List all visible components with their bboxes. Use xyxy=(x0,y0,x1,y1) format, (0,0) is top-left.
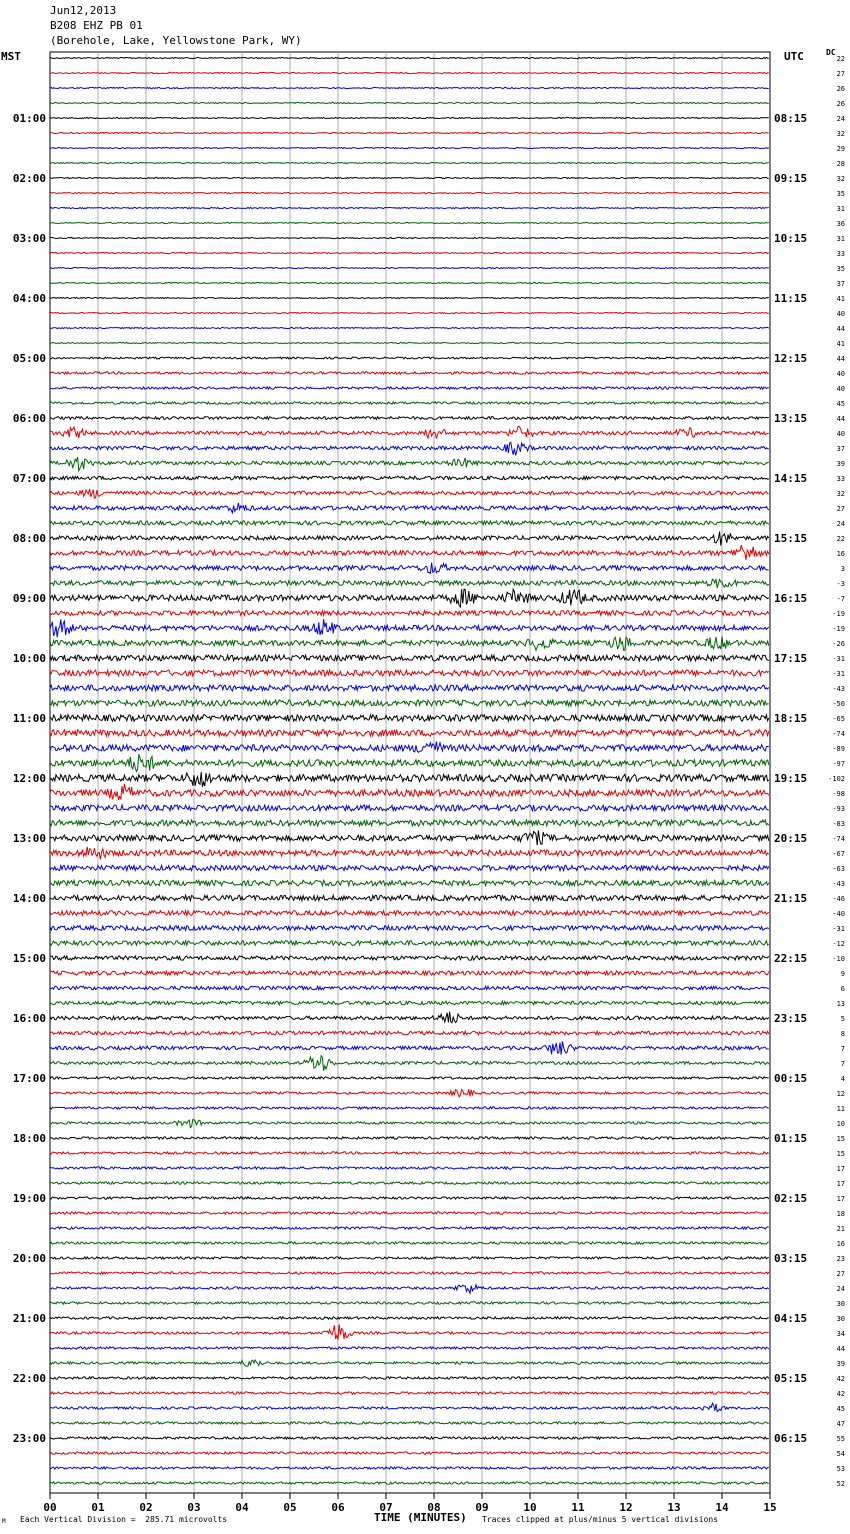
trace-13 xyxy=(50,252,769,253)
dc-offset-label: 41 xyxy=(836,295,845,303)
x-tick-label: 02 xyxy=(139,1501,153,1514)
x-tick-label: 06 xyxy=(331,1501,345,1514)
dc-offset-label: -31 xyxy=(832,925,845,933)
dc-offset-label: 45 xyxy=(836,400,845,408)
dc-offset-label: 36 xyxy=(836,220,845,228)
trace-55 xyxy=(50,880,769,885)
right-axis-label: UTC xyxy=(784,50,804,63)
trace-67 xyxy=(50,1056,769,1071)
dc-offset-label: -12 xyxy=(832,940,845,948)
dc-offset-label: 13 xyxy=(836,1000,845,1008)
x-tick-label: 12 xyxy=(619,1501,633,1514)
trace-36 xyxy=(50,589,769,607)
dc-offset-label: 54 xyxy=(836,1450,845,1458)
x-tick-label: 04 xyxy=(235,1501,249,1514)
trace-25 xyxy=(50,426,769,438)
dc-offset-label: 41 xyxy=(836,340,845,348)
dc-offset-label: 11 xyxy=(836,1105,845,1113)
trace-82 xyxy=(50,1285,769,1294)
left-hour-label: 17:00 xyxy=(12,1072,46,1085)
dc-offset-label: 45 xyxy=(836,1405,845,1413)
left-hour-label: 12:00 xyxy=(12,772,46,785)
dc-offset-label: 16 xyxy=(836,1240,845,1248)
trace-3 xyxy=(50,102,769,103)
trace-20 xyxy=(50,357,769,359)
right-hour-label: 06:15 xyxy=(774,1432,808,1445)
right-hour-label: 16:15 xyxy=(774,592,808,605)
scale-note: Each Vertical Division = 285.71 microvolts xyxy=(20,1515,228,1524)
trace-46 xyxy=(50,742,769,753)
trace-38 xyxy=(50,619,769,637)
dc-offset-label: 7 xyxy=(840,1045,845,1053)
trace-65 xyxy=(50,1031,769,1035)
trace-40 xyxy=(50,655,769,661)
dc-offset-label: 23 xyxy=(836,1255,845,1263)
dc-offset-label: 8 xyxy=(840,1030,845,1038)
trace-31 xyxy=(50,521,769,525)
trace-64 xyxy=(50,1012,769,1023)
trace-62 xyxy=(50,986,769,990)
trace-9 xyxy=(50,192,769,193)
left-hour-label: 10:00 xyxy=(12,652,46,665)
trace-8 xyxy=(50,177,769,178)
dc-offset-label: 32 xyxy=(836,490,845,498)
trace-12 xyxy=(50,237,769,238)
x-tick-label: 03 xyxy=(187,1501,201,1514)
dc-offset-label: -7 xyxy=(836,595,845,603)
trace-10 xyxy=(50,207,769,208)
trace-86 xyxy=(50,1347,769,1349)
right-hour-label: 23:15 xyxy=(774,1012,808,1025)
trace-56 xyxy=(50,895,769,900)
trace-5 xyxy=(50,132,769,133)
trace-81 xyxy=(50,1272,769,1274)
dc-offset-label: -65 xyxy=(832,715,845,723)
dc-offset-label: 26 xyxy=(836,85,845,93)
dc-offset-label: 9 xyxy=(840,970,845,978)
dc-offset-label: 35 xyxy=(836,190,845,198)
right-hour-label: 15:15 xyxy=(774,532,808,545)
dc-offset-label: 12 xyxy=(836,1090,845,1098)
left-axis-label: MST xyxy=(1,50,21,63)
right-hour-label: 04:15 xyxy=(774,1312,808,1325)
trace-94 xyxy=(50,1467,769,1469)
trace-75 xyxy=(50,1182,769,1184)
right-hour-label: 14:15 xyxy=(774,472,808,485)
dc-offset-label: 39 xyxy=(836,1360,845,1368)
dc-offset-label: 18 xyxy=(836,1210,845,1218)
trace-53 xyxy=(50,847,769,860)
dc-offset-label: 53 xyxy=(836,1465,845,1473)
dc-offset-label: -50 xyxy=(832,700,845,708)
dc-offset-label: 28 xyxy=(836,160,845,168)
trace-26 xyxy=(50,442,769,455)
dc-offset-label: -40 xyxy=(832,910,845,918)
dc-offset-label: -43 xyxy=(832,880,845,888)
left-hour-label: 01:00 xyxy=(12,112,46,125)
trace-72 xyxy=(50,1137,769,1139)
trace-73 xyxy=(50,1152,769,1154)
trace-90 xyxy=(50,1403,769,1411)
right-hour-label: 13:15 xyxy=(774,412,808,425)
trace-14 xyxy=(50,267,769,268)
right-hour-label: 17:15 xyxy=(774,652,808,665)
left-hour-label: 15:00 xyxy=(12,952,46,965)
dc-offset-label: 3 xyxy=(840,565,845,573)
left-hour-label: 14:00 xyxy=(12,892,46,905)
left-hour-label: 18:00 xyxy=(12,1132,46,1145)
trace-22 xyxy=(50,387,769,389)
trace-54 xyxy=(50,865,769,870)
dc-offset-label: 29 xyxy=(836,145,845,153)
dc-offset-label: -98 xyxy=(832,790,845,798)
trace-68 xyxy=(50,1077,769,1079)
dc-offset-label: 42 xyxy=(836,1375,845,1383)
dc-offset-label: -89 xyxy=(832,745,845,753)
dc-offset-label: 5 xyxy=(840,1015,845,1023)
dc-offset-label: 4 xyxy=(840,1075,845,1083)
right-hour-label: 22:15 xyxy=(774,952,808,965)
trace-63 xyxy=(50,1001,769,1005)
trace-79 xyxy=(50,1242,769,1244)
dc-offset-label: 34 xyxy=(836,1330,845,1338)
x-tick-label: 05 xyxy=(283,1501,297,1514)
trace-89 xyxy=(50,1392,769,1394)
trace-28 xyxy=(50,476,769,480)
right-hour-label: 20:15 xyxy=(774,832,808,845)
right-hour-label: 19:15 xyxy=(774,772,808,785)
dc-offset-label: 40 xyxy=(836,430,845,438)
dc-offset-label: 7 xyxy=(840,1060,845,1068)
trace-70 xyxy=(50,1107,769,1109)
dc-label: DC xyxy=(826,48,836,57)
dc-offset-label: -31 xyxy=(832,670,845,678)
trace-33 xyxy=(50,545,769,560)
dc-offset-label: 21 xyxy=(836,1225,845,1233)
trace-45 xyxy=(50,730,769,737)
x-tick-label: 09 xyxy=(475,1501,489,1514)
clip-note: Traces clipped at plus/minus 5 vertical divisions xyxy=(482,1515,719,1524)
dc-offset-label: 44 xyxy=(836,1345,845,1353)
dc-offset-label: -43 xyxy=(832,685,845,693)
trace-69 xyxy=(50,1089,769,1097)
dc-offset-label: -74 xyxy=(832,730,845,738)
trace-87 xyxy=(50,1360,769,1366)
x-tick-label: 07 xyxy=(379,1501,393,1514)
trace-24 xyxy=(50,417,769,420)
trace-85 xyxy=(50,1325,769,1340)
left-hour-label: 09:00 xyxy=(12,592,46,605)
trace-35 xyxy=(50,579,769,588)
dc-offset-label: 17 xyxy=(836,1165,845,1173)
right-hour-label: 10:15 xyxy=(774,232,808,245)
trace-57 xyxy=(50,911,769,916)
dc-offset-label: 52 xyxy=(836,1480,845,1488)
x-tick-label: 11 xyxy=(571,1501,585,1514)
dc-offset-label: 16 xyxy=(836,550,845,558)
dc-offset-label: 31 xyxy=(836,235,845,243)
trace-74 xyxy=(50,1167,769,1169)
x-tick-label: 01 xyxy=(91,1501,105,1514)
trace-51 xyxy=(50,820,769,826)
dc-offset-label: 33 xyxy=(836,250,845,258)
header-date: Jun12,2013 xyxy=(50,4,117,17)
trace-50 xyxy=(50,805,769,811)
trace-76 xyxy=(50,1197,769,1199)
right-hour-label: 08:15 xyxy=(774,112,808,125)
header-location: (Borehole, Lake, Yellowstone Park, WY) xyxy=(50,34,302,47)
trace-43 xyxy=(50,700,769,706)
trace-88 xyxy=(50,1377,769,1379)
trace-78 xyxy=(50,1227,769,1229)
right-hour-label: 11:15 xyxy=(774,292,808,305)
dc-offset-label: 44 xyxy=(836,415,845,423)
dc-offset-label: 31 xyxy=(836,205,845,213)
right-hour-label: 09:15 xyxy=(774,172,808,185)
left-hour-label: 19:00 xyxy=(12,1192,46,1205)
x-tick-label: 13 xyxy=(667,1501,681,1514)
dc-offset-label: 6 xyxy=(840,985,845,993)
trace-48 xyxy=(50,772,769,787)
dc-offset-label: 27 xyxy=(836,70,845,78)
right-hour-label: 21:15 xyxy=(774,892,808,905)
dc-offset-label: -83 xyxy=(832,820,845,828)
right-hour-label: 02:15 xyxy=(774,1192,808,1205)
dc-offset-label: 33 xyxy=(836,475,845,483)
dc-offset-label: -10 xyxy=(832,955,845,963)
trace-80 xyxy=(50,1257,769,1259)
trace-83 xyxy=(50,1302,769,1304)
x-tick-label: 10 xyxy=(523,1501,537,1514)
dc-offset-label: 32 xyxy=(836,175,845,183)
dc-offset-label: 30 xyxy=(836,1300,845,1308)
trace-91 xyxy=(50,1422,769,1424)
dc-offset-label: 44 xyxy=(836,325,845,333)
left-hour-label: 06:00 xyxy=(12,412,46,425)
dc-offset-label: 55 xyxy=(836,1435,845,1443)
trace-61 xyxy=(50,971,769,975)
trace-18 xyxy=(50,327,769,328)
trace-93 xyxy=(50,1452,769,1454)
trace-6 xyxy=(50,147,769,148)
dc-offset-label: 35 xyxy=(836,265,845,273)
left-hour-label: 03:00 xyxy=(12,232,46,245)
trace-59 xyxy=(50,941,769,946)
dc-offset-label: 17 xyxy=(836,1195,845,1203)
right-hour-label: 18:15 xyxy=(774,712,808,725)
trace-77 xyxy=(50,1212,769,1214)
trace-19 xyxy=(50,342,769,343)
left-hour-label: 05:00 xyxy=(12,352,46,365)
dc-offset-label: -46 xyxy=(832,895,845,903)
trace-66 xyxy=(50,1041,769,1054)
trace-1 xyxy=(50,72,769,73)
trace-47 xyxy=(50,754,769,771)
dc-offset-label: 10 xyxy=(836,1120,845,1128)
x-tick-label: 08 xyxy=(427,1501,441,1514)
trace-60 xyxy=(50,956,769,960)
left-hour-label: 16:00 xyxy=(12,1012,46,1025)
trace-41 xyxy=(50,670,769,676)
trace-44 xyxy=(50,715,769,722)
dc-offset-label: -74 xyxy=(832,835,845,843)
left-hour-label: 11:00 xyxy=(12,712,46,725)
left-hour-label: 07:00 xyxy=(12,472,46,485)
left-hour-label: 13:00 xyxy=(12,832,46,845)
trace-42 xyxy=(50,685,769,691)
trace-37 xyxy=(50,611,769,616)
trace-16 xyxy=(50,297,769,298)
dc-offset-label: 26 xyxy=(836,100,845,108)
trace-23 xyxy=(50,402,769,404)
trace-15 xyxy=(50,282,769,283)
corner-mark: M xyxy=(2,1518,6,1525)
dc-offset-label: 15 xyxy=(836,1135,845,1143)
trace-11 xyxy=(50,222,769,223)
x-tick-label: 00 xyxy=(43,1501,57,1514)
right-hour-label: 12:15 xyxy=(774,352,808,365)
x-tick-label: 15 xyxy=(763,1501,777,1514)
dc-offset-label: 24 xyxy=(836,1285,845,1293)
dc-offset-label: 22 xyxy=(836,535,845,543)
dc-offset-label: -67 xyxy=(832,850,845,858)
left-hour-label: 21:00 xyxy=(12,1312,46,1325)
left-hour-label: 22:00 xyxy=(12,1372,46,1385)
dc-offset-label: 42 xyxy=(836,1390,845,1398)
dc-offset-label: 37 xyxy=(836,445,845,453)
trace-2 xyxy=(50,87,769,88)
trace-32 xyxy=(50,532,769,546)
dc-offset-label: -102 xyxy=(828,775,845,783)
trace-52 xyxy=(50,830,769,845)
trace-29 xyxy=(50,489,769,498)
dc-offset-label: 40 xyxy=(836,310,845,318)
x-tick-label: 14 xyxy=(715,1501,729,1514)
header-station: B208 EHZ PB 01 xyxy=(50,19,143,32)
left-hour-label: 04:00 xyxy=(12,292,46,305)
dc-offset-label: -3 xyxy=(836,580,845,588)
trace-27 xyxy=(50,457,769,471)
dc-offset-label: 40 xyxy=(836,370,845,378)
dc-offset-label: -19 xyxy=(832,610,845,618)
trace-0 xyxy=(50,57,769,58)
dc-offset-label: -97 xyxy=(832,760,845,768)
dc-offset-label: -63 xyxy=(832,865,845,873)
trace-58 xyxy=(50,926,769,931)
dc-offset-label: 40 xyxy=(836,385,845,393)
left-hour-label: 23:00 xyxy=(12,1432,46,1445)
trace-71 xyxy=(50,1120,769,1128)
right-hour-label: 05:15 xyxy=(774,1372,808,1385)
right-hour-label: 03:15 xyxy=(774,1252,808,1265)
dc-offset-label: -26 xyxy=(832,640,845,648)
left-hour-label: 08:00 xyxy=(12,532,46,545)
trace-4 xyxy=(50,117,769,118)
left-hour-label: 20:00 xyxy=(12,1252,46,1265)
dc-offset-label: 32 xyxy=(836,130,845,138)
right-hour-label: 01:15 xyxy=(774,1132,808,1145)
trace-49 xyxy=(50,784,769,800)
dc-offset-label: 15 xyxy=(836,1150,845,1158)
trace-84 xyxy=(50,1317,769,1319)
dc-offset-label: 47 xyxy=(836,1420,845,1428)
left-hour-label: 02:00 xyxy=(12,172,46,185)
trace-95 xyxy=(50,1482,769,1484)
trace-30 xyxy=(50,503,769,513)
dc-offset-label: 44 xyxy=(836,355,845,363)
trace-17 xyxy=(50,312,769,313)
trace-39 xyxy=(50,636,769,650)
trace-34 xyxy=(50,563,769,574)
dc-offset-label: 39 xyxy=(836,460,845,468)
dc-offset-label: 22 xyxy=(836,55,845,63)
dc-offset-label: 27 xyxy=(836,1270,845,1278)
dc-offset-label: 37 xyxy=(836,280,845,288)
right-hour-label: 00:15 xyxy=(774,1072,808,1085)
dc-offset-label: 27 xyxy=(836,505,845,513)
dc-offset-label: 17 xyxy=(836,1180,845,1188)
dc-offset-label: 30 xyxy=(836,1315,845,1323)
x-axis-label: TIME (MINUTES) xyxy=(374,1511,467,1524)
dc-offset-label: 24 xyxy=(836,520,845,528)
trace-7 xyxy=(50,162,769,163)
trace-92 xyxy=(50,1437,769,1439)
dc-offset-label: -31 xyxy=(832,655,845,663)
dc-offset-label: 24 xyxy=(836,115,845,123)
dc-offset-label: -93 xyxy=(832,805,845,813)
dc-offset-label: -19 xyxy=(832,625,845,633)
trace-21 xyxy=(50,372,769,374)
